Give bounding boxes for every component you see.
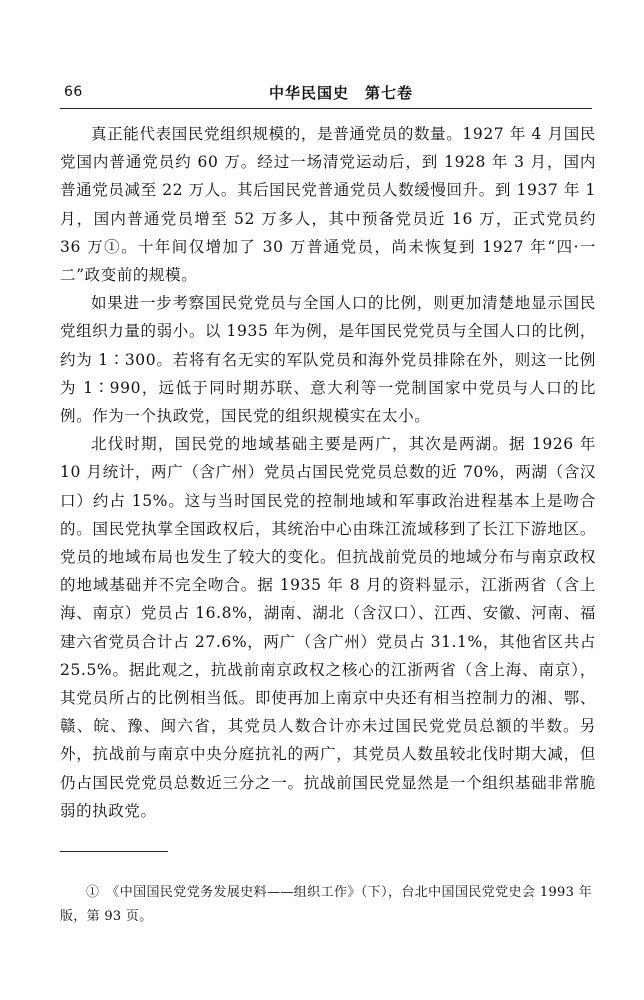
running-title: 中华民国史 第七卷 xyxy=(268,84,413,102)
header-rule xyxy=(60,108,592,109)
page-number: 66 xyxy=(64,84,83,100)
paragraph-party-membership-size: 真正能代表国民党组织规模的，是普通党员的数量。1927 年 4 月国民党国内普通党员约 60 万。经过一场清党运动后，到 1928 年 3 月，国内普通党员减至 22 万人。其后国民党普通党员人数缓慢回升。到 1937 年 1 月，国内普通党员增至 52 万多人，其中预备党员近 16 万，正式党员约 36 万①。十年间仅增加了 30 万普通党员，尚未恢复到 1927 年“四·一二”政变前的规模。 xyxy=(60,125,596,285)
page-header xyxy=(60,82,592,106)
body-text xyxy=(60,120,596,825)
footnote: ① 《中国国民党党务发展史料——组织工作》（下），台北中国国民党党史会 1993 年版，第 93 页。 xyxy=(60,885,592,924)
paragraph-regional-distribution: 北伐时期，国民党的地域基础主要是两广，其次是两湖。据 1926 年 10 月统计，两广（含广州）党员占国民党党员总数的近 70%，两湖（含汉口）约占 15%。这与当时国民党的控制地域和军事政治进程基本上是吻合的。国民党执掌全国政权后，其统治中心由珠江流域移到了长江下游地区。党员的地域布局也发生了较大的变化。但抗战前党员的地域分布与南京政权的地域基础并不完全吻合。据 1935 年 8 月的资料显示，江浙两省（含上海、南京）党员占 16.8%，湖南、湖北（含汉口）、江西、安徽、河南、福建六省党员合计占 27.6%，两广（含广州）党员占 31.1%，其他省区共占 25.5%。据此观之，抗战前南京政权之核心的江浙两省（含上海、南京），其党员所占的比例相当低。即使再加上南京中央还有相当控制力的湘、鄂、赣、皖、豫、闽六省，其党员人数合计亦未过国民党党员总额的半数。另外，抗战前与南京中央分庭抗礼的两广，其党员人数虽较北伐时期大减，但仍占国民党党员总数近三分之一。抗战前国民党显然是一个组织基础非常脆弱的执政党。 xyxy=(60,435,596,820)
paragraph-population-ratio: 如果进一步考察国民党党员与全国人口的比例，则更加清楚地显示国民党组织力量的弱小。以 1935 年为例，是年国民党党员与全国人口的比例，约为 1∶300。若将有名无实的军队党员和海外党员排除在外，则这一比例为 1∶990，远低于同时期苏联、意大利等一党制国家中党员与人口的比例。作为一个执政党，国民党的组织规模实在太小。 xyxy=(60,294,596,426)
footnote-rule xyxy=(60,851,168,852)
